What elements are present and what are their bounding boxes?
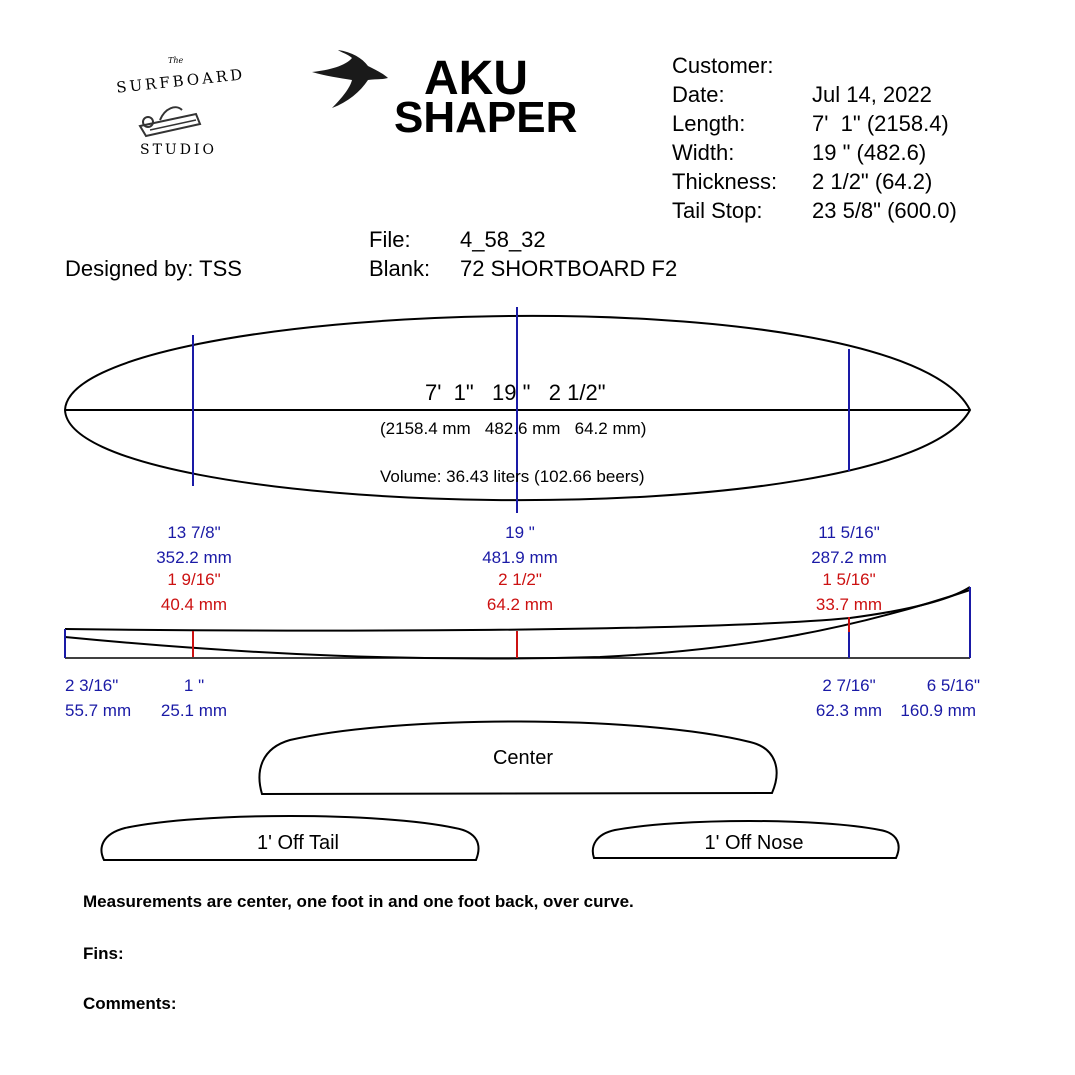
thickness-center-in: 2 1/2" [498,570,542,589]
file-value: 4_58_32 [460,227,546,252]
rocker-nose-end-mm: 160.9 mm [900,701,976,720]
rocker-nose-in: 2 7/16" [822,676,876,695]
spec-row-date [672,80,957,109]
spec-table [672,51,957,225]
thickness-tail-mm: 40.4 mm [160,595,228,614]
width-nose-in: 11 5/16" [818,523,880,542]
spec-value: 19 " (482.6) [812,140,927,165]
width-center-mm: 481.9 mm [482,548,558,567]
rocker-tail-end-in: 2 3/16" [65,676,119,695]
xsec-center-label: Center [492,747,554,769]
spec-value: 23 5/8" (600.0) [812,198,957,223]
studio-logo-top: SURFBOARD [115,65,246,97]
spec-label: Customer: [672,53,774,78]
spec-value: 7' 1" (2158.4) [812,111,949,136]
brand-shaper: SHAPER [394,93,578,142]
measurements-note: Measurements are center, one foot in and one foot back, over curve. [83,892,634,911]
rocker-nose-mm: 62.3 mm [815,701,883,720]
spec-label: Thickness: [672,169,778,194]
spec-value: Jul 14, 2022 [812,82,932,107]
studio-logo-bottom: STUDIO [140,142,217,158]
brand-aku: AKU [424,52,528,105]
outline-dims-in: 7' 1" 19 " 2 1/2" [425,380,606,405]
spec-row-length [672,109,957,138]
spec-row-thickness [672,167,957,196]
thickness-nose-mm: 33.7 mm [815,595,883,614]
swallow-bird-icon [312,50,388,108]
rocker-tail-end-mm: 55.7 mm [65,701,132,720]
spec-label: Width: [672,140,735,165]
file-row [369,225,546,254]
width-center-in: 19 " [505,523,535,542]
blank-row [369,254,677,283]
studio-logo-small: The [168,56,184,65]
width-tail-in: 13 7/8" [167,523,221,542]
fins-label: Fins: [83,944,124,963]
spec-label: Tail Stop: [672,198,763,223]
spec-row-width [672,138,957,167]
thickness-center-mm: 64.2 mm [486,595,554,614]
xsec-nose-label: 1' Off Nose [704,832,804,854]
rocker-nose-end-in: 6 5/16" [926,676,980,695]
spec-value: 2 1/2" (64.2) [812,169,933,194]
width-tail-mm: 352.2 mm [156,548,232,567]
rocker-tail-mm: 25.1 mm [160,701,228,720]
xsec-tail-label: 1' Off Tail [256,832,339,854]
rocker-tail-in: 1 " [183,676,205,695]
thickness-nose-in: 1 5/16" [822,570,876,589]
blank-label: Blank: [369,256,431,281]
designer: Designed by: TSS [65,256,242,281]
spec-label: Length: [672,111,746,136]
spec-row-customer [672,51,957,80]
blank-value: 72 SHORTBOARD F2 [460,256,678,281]
file-label: File: [369,227,411,252]
spec-label: Date: [672,82,725,107]
outline-volume: Volume: 36.43 liters (102.66 beers) [380,467,645,486]
spec-row-tail-stop [672,196,957,225]
thickness-tail-in: 1 9/16" [167,570,221,589]
comments-label: Comments: [83,994,177,1013]
hand-plane-icon [140,107,200,136]
outline-dims-mm: (2158.4 mm 482.6 mm 64.2 mm) [380,419,647,438]
width-nose-mm: 287.2 mm [811,548,887,567]
